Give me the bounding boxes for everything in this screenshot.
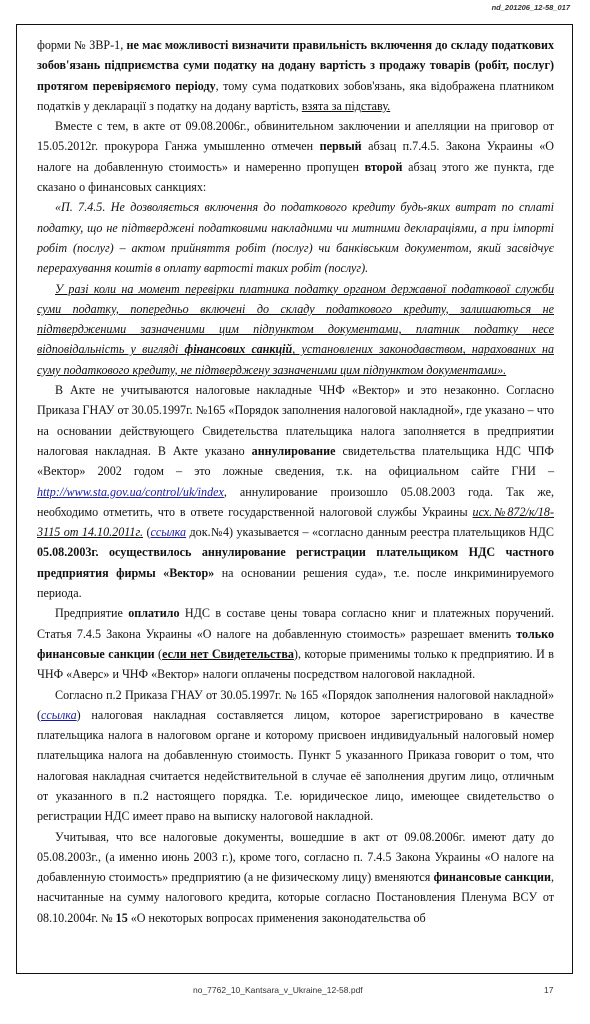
link[interactable]: http://www.sta.gov.ua/control/uk/index — [37, 484, 224, 499]
document-id-header: nd_201206_12-58_017 — [491, 3, 570, 12]
text-run: на основании решения суда», т.е. после инкриминируемого периода. — [37, 565, 554, 601]
paragraph-4 — [37, 279, 554, 380]
link[interactable]: ссылка — [41, 707, 77, 722]
text-run: второй — [364, 159, 403, 174]
paragraph-2 — [37, 116, 554, 197]
text-run: взята за підставу. — [301, 98, 391, 113]
text-run: «О некоторых вопросах применения законодательства об — [127, 910, 426, 925]
text-run: оплатило — [128, 606, 180, 621]
page-number: 17 — [544, 985, 554, 995]
text-run: , установлених законодавством, нарахованих на суму податкового кредиту, не підтверджену зазначеними цим підпунктом документами». — [37, 342, 554, 377]
text-run: , насчитанные на сумму налогового кредита, которые согласно Постановления Пленума ВСУ от 08.10.2004г. № — [37, 870, 555, 925]
text-run: Вместе с тем, в акте от 09.08.2006г., обвинительном заключении и апелляции на приговор от 15.05.2012г. прокурора Ганжа умышленно отмечен — [37, 119, 554, 154]
text-run: , тому сума податкових зобов'язань, яка відображена платником податків у декларації з податку на додану вартість, — [37, 78, 554, 113]
paragraph-5 — [37, 380, 554, 603]
text-run: НДС в составе цены товара согласно книг и платежных поручений. Статья 7.4.5 Закона Украины «О налоге на добавленную стоимость» разрешает вменить — [37, 606, 554, 641]
text-run: 15 — [115, 910, 128, 925]
text-run: форми № ЗВР-1, — [37, 38, 127, 52]
text-run: ) налоговая накладная составляется лицом, которое зарегистрировано в качестве плательщика налога в налоговом органе и которому присвоен индивидуальный налоговый номер плательщика налога на добавленную стоимость. Пункт 5 указанного Приказа говорит о том, что налоговая накладная считается недействительной в случае её заполнения другим лицо, отличным от указанного в п.2 настоящего порядка. Т.е. юридическое лицо, имеющее свидетельство о регистрации НДС имеет право на выписку налоговой накладной. — [37, 707, 554, 824]
link[interactable]: ссылка — [150, 525, 187, 540]
paragraph-8 — [37, 827, 554, 928]
text-run: «П. 7.4.5. Не дозволяється включення до податкового кредиту будь-яких витрат по сплаті податку, що не підтверджені податковими накладними чи митними деклараціями, а при імпорті робіт (послуг) – актом прийняття робіт (послуг) чи банківським документом, який засвідчує перерахування коштів в оплату вартості таких робіт (послуг). — [37, 200, 554, 276]
text-run: Учитывая, что все налоговые документы, вошедшие в акт от 09.08.2006г. имеют дату до 05.08.2003г., (а именно июнь 2003 г.), кроме того, согласно п. 7.4.5 Закона Украины «О налоге на добавленную стоимость» предприятию (а не физическому лицу) вменяются — [37, 829, 554, 885]
paragraph-7 — [37, 685, 554, 827]
text-run: У разі коли на момент перевірки платника податку органом державної податкової служби суми податку, попередньо включені до складу податкового кредиту, залишаються не підтвердженими зазначеними цим підпунктом документами, платник податку несе відповідальність у вигляді — [37, 281, 554, 357]
text-run: финансовые санкции — [433, 870, 551, 885]
paragraph-6 — [37, 603, 554, 684]
text-run: свидетельства плательщика НДС ЧПФ «Вектор» 2002 годом – это ложные сведения, т.к. на официальном сайте ГНИ – — [37, 443, 554, 479]
text-run: если нет Свидетельства — [162, 646, 294, 661]
text-run: только финансовые санкции — [37, 626, 554, 661]
text-run: ( — [154, 646, 163, 661]
text-run: первый — [319, 139, 362, 154]
text-run: В Акте не учитываются налоговые накладные ЧНФ «Вектор» и это незаконно. Согласно Приказа ГНАУ от 30.05.1997г. №165 «Порядок заполнения налоговой накладной», где указано – что на основании действующего Свидетельства плательщика налога заполняется в предприятии налоговая накладная. В Акте указано — [37, 383, 554, 458]
text-run: Предприятие — [55, 606, 129, 621]
text-run: не має можливості визначити правильність включення до складу податкових зобов'язань підприємства суми податку на додану вартість з продажу товарів (робіт, послуг) протягом перевіряємого періоду — [37, 38, 554, 93]
document-body — [37, 35, 554, 928]
text-run: Согласно п.2 Приказа ГНАУ от 30.05.1997г. № 165 «Порядок заполнения налоговой накладной» ( — [37, 687, 554, 722]
paragraph-3 — [37, 197, 554, 278]
text-run: ), которые применимы только к предприятию. И в ЧНФ «Аверс» и ЧНФ «Вектор» налоги оплачены посредством налоговой накладной. — [37, 646, 554, 682]
text-run: ( — [143, 525, 151, 540]
text-run: фінансових санкцій — [184, 342, 293, 357]
text-run: аннулирование — [251, 443, 336, 458]
text-run: абзац этого же пункта, где сказано о финансовых санкциях: — [37, 159, 554, 195]
text-run: 05.08.2003г. осуществилось аннулирование регистрации плательщиком НДС частного предприятия фирмы «Вектор» — [37, 545, 554, 580]
footer-filename: no_7762_10_Kantsara_v_Ukraine_12-58.pdf — [193, 985, 363, 995]
paragraph-1 — [37, 35, 554, 116]
text-run: исх.№872/к/18-3115 от 14.10.2011г. — [37, 504, 554, 540]
text-run: абзац п.7.4.5. Закона Украины «О налоге на добавленную стоимость» и намеренно пропущен — [37, 139, 554, 174]
page-frame — [16, 24, 573, 974]
text-run: , аннулирование произошло 05.08.2003 года. Так же, необходимо отметить, что в ответе государственной налоговой службы Украины — [37, 484, 554, 519]
text-run: док.№4) указывается – «согласно данным реестра плательщиков НДС — [186, 525, 554, 540]
